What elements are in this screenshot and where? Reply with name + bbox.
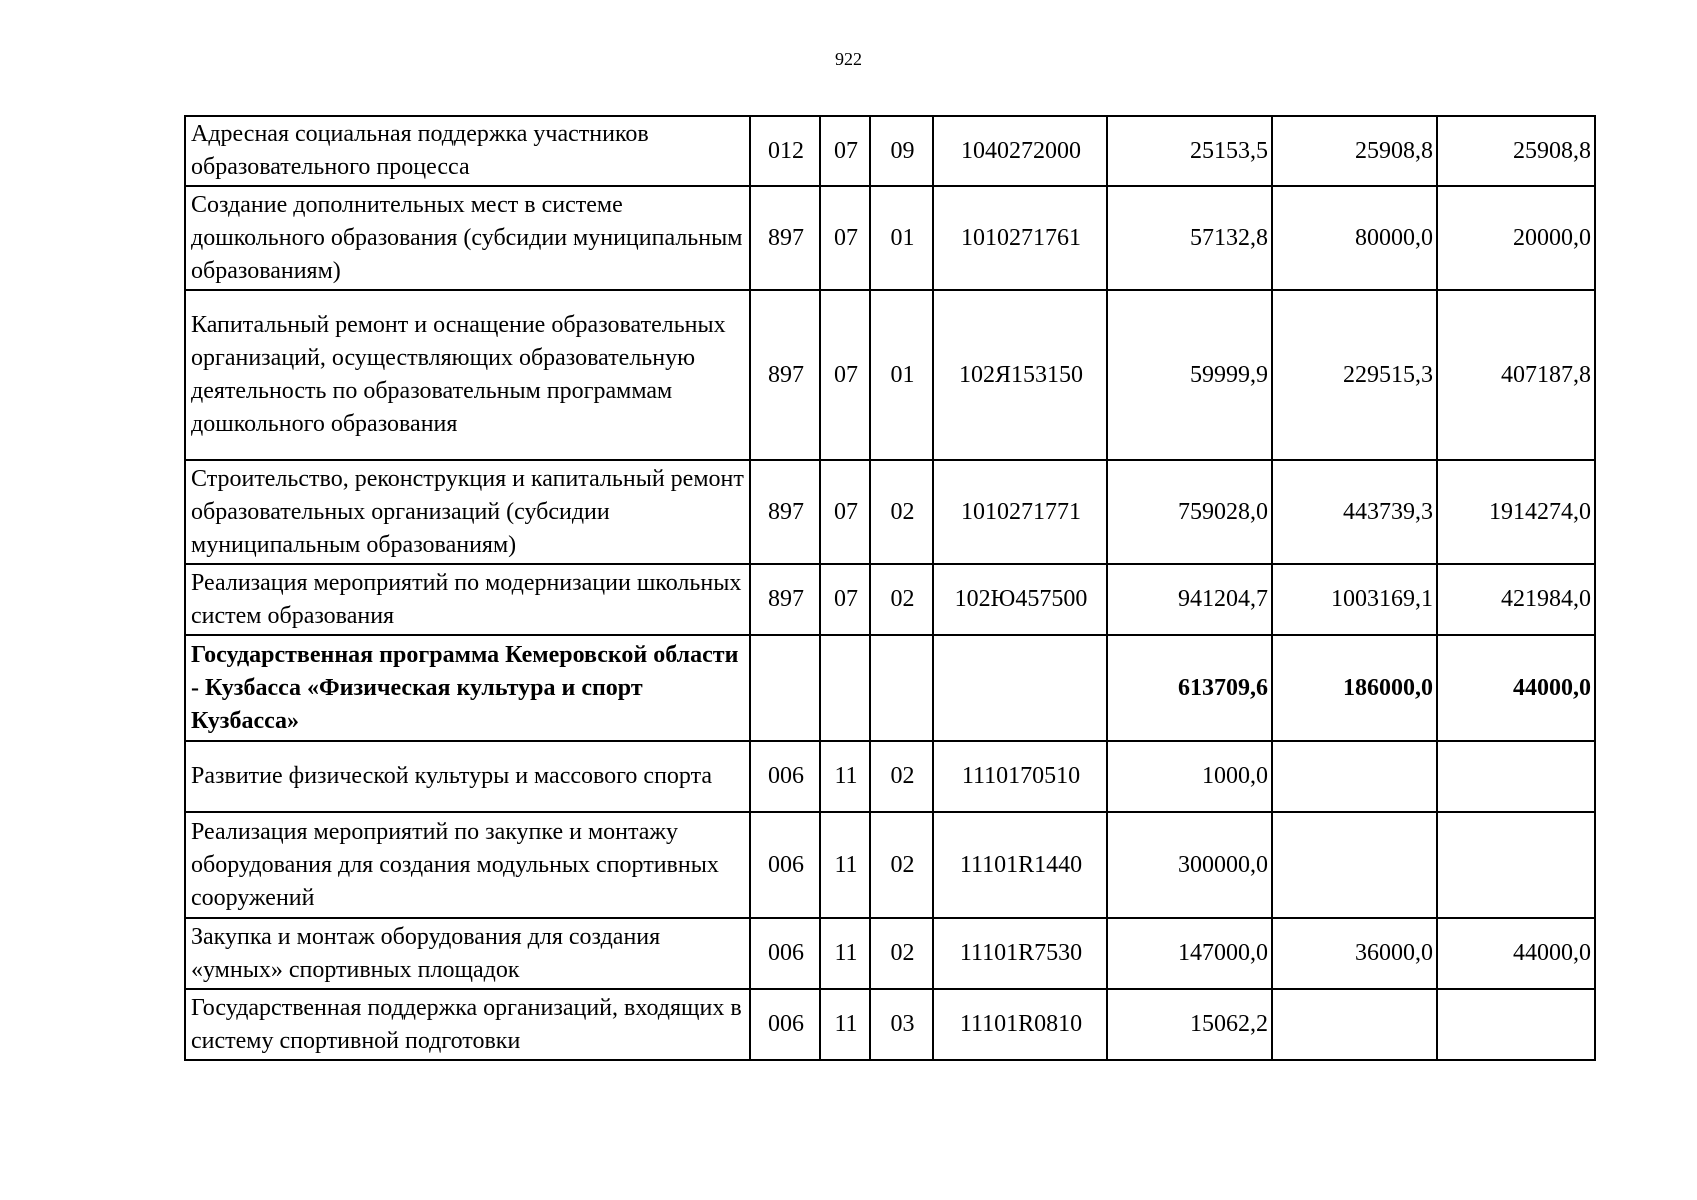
table-row-program-total xyxy=(185,635,1595,741)
row-grbs-code xyxy=(750,635,820,741)
row-amount-year2: 80000,0 xyxy=(1272,186,1437,290)
row-amount-year3: 407187,8 xyxy=(1437,290,1595,460)
row-amount-year3: 44000,0 xyxy=(1437,918,1595,989)
row-target-code xyxy=(933,635,1107,741)
row-amount-year1: 147000,0 xyxy=(1107,918,1272,989)
row-subsection-code: 02 xyxy=(870,812,933,918)
row-name: Государственная поддержка организаций, входящих в систему спортивной подготовки xyxy=(185,989,750,1060)
row-amount-year2: 25908,8 xyxy=(1272,116,1437,186)
row-amount-year3: 44000,0 xyxy=(1437,635,1595,741)
row-name: Создание дополнительных мест в системе дошкольного образования (субсидии муниципальным образованиям) xyxy=(185,186,750,290)
page-number: 922 xyxy=(835,49,862,69)
row-amount-year1: 300000,0 xyxy=(1107,812,1272,918)
row-grbs-code: 897 xyxy=(750,460,820,564)
table-row xyxy=(185,116,1595,186)
table-row xyxy=(185,918,1595,989)
row-target-code: 1040272000 xyxy=(933,116,1107,186)
row-subsection-code: 02 xyxy=(870,460,933,564)
row-target-code: 11101R0810 xyxy=(933,989,1107,1060)
row-grbs-code: 006 xyxy=(750,741,820,812)
row-section-code: 11 xyxy=(820,989,870,1060)
row-amount-year3: 20000,0 xyxy=(1437,186,1595,290)
row-section-code: 07 xyxy=(820,564,870,635)
table-row xyxy=(185,186,1595,290)
row-name: Адресная социальная поддержка участников образовательного процесса xyxy=(185,116,750,186)
row-amount-year1: 15062,2 xyxy=(1107,989,1272,1060)
row-grbs-code: 897 xyxy=(750,186,820,290)
row-target-code: 11101R1440 xyxy=(933,812,1107,918)
row-section-code: 07 xyxy=(820,290,870,460)
row-target-code: 1010271761 xyxy=(933,186,1107,290)
row-target-code: 1010271771 xyxy=(933,460,1107,564)
row-name: Капитальный ремонт и оснащение образовательных организаций, осуществляющих образовательную деятельность по образовательным программам дошкольного образования xyxy=(185,290,750,460)
table-row xyxy=(185,989,1595,1060)
row-section-code: 07 xyxy=(820,116,870,186)
row-name: Государственная программа Кемеровской области - Кузбасса «Физическая культура и спорт Кузбасса» xyxy=(185,635,750,741)
table-row xyxy=(185,741,1595,812)
row-amount-year1: 57132,8 xyxy=(1107,186,1272,290)
row-amount-year2 xyxy=(1272,741,1437,812)
row-amount-year1: 759028,0 xyxy=(1107,460,1272,564)
row-subsection-code: 02 xyxy=(870,741,933,812)
table-row xyxy=(185,564,1595,635)
row-amount-year2: 36000,0 xyxy=(1272,918,1437,989)
row-amount-year3 xyxy=(1437,812,1595,918)
row-name: Развитие физической культуры и массового спорта xyxy=(185,741,750,812)
row-amount-year1: 941204,7 xyxy=(1107,564,1272,635)
row-subsection-code: 01 xyxy=(870,290,933,460)
table-row xyxy=(185,460,1595,564)
row-target-code: 11101R7530 xyxy=(933,918,1107,989)
row-amount-year3: 25908,8 xyxy=(1437,116,1595,186)
table-row xyxy=(185,812,1595,918)
row-amount-year3: 421984,0 xyxy=(1437,564,1595,635)
row-subsection-code: 02 xyxy=(870,918,933,989)
row-amount-year2: 229515,3 xyxy=(1272,290,1437,460)
row-amount-year1: 1000,0 xyxy=(1107,741,1272,812)
row-amount-year1: 613709,6 xyxy=(1107,635,1272,741)
row-grbs-code: 006 xyxy=(750,918,820,989)
row-name: Строительство, реконструкция и капитальный ремонт образовательных организаций (субсидии муниципальным образованиям) xyxy=(185,460,750,564)
row-amount-year1: 59999,9 xyxy=(1107,290,1272,460)
row-section-code: 07 xyxy=(820,460,870,564)
row-grbs-code: 006 xyxy=(750,812,820,918)
table-row xyxy=(185,290,1595,460)
row-target-code: 1110170510 xyxy=(933,741,1107,812)
row-subsection-code: 02 xyxy=(870,564,933,635)
row-amount-year2: 186000,0 xyxy=(1272,635,1437,741)
budget-table xyxy=(184,115,1596,1061)
row-name: Закупка и монтаж оборудования для создания «умных» спортивных площадок xyxy=(185,918,750,989)
row-grbs-code: 012 xyxy=(750,116,820,186)
row-target-code: 102Я153150 xyxy=(933,290,1107,460)
row-section-code xyxy=(820,635,870,741)
row-section-code: 11 xyxy=(820,741,870,812)
row-amount-year3 xyxy=(1437,989,1595,1060)
row-amount-year2 xyxy=(1272,812,1437,918)
row-amount-year3: 1914274,0 xyxy=(1437,460,1595,564)
row-section-code: 11 xyxy=(820,812,870,918)
row-target-code: 102Ю457500 xyxy=(933,564,1107,635)
row-subsection-code: 03 xyxy=(870,989,933,1060)
row-amount-year2: 443739,3 xyxy=(1272,460,1437,564)
row-subsection-code xyxy=(870,635,933,741)
row-subsection-code: 09 xyxy=(870,116,933,186)
row-amount-year1: 25153,5 xyxy=(1107,116,1272,186)
row-amount-year2 xyxy=(1272,989,1437,1060)
row-amount-year3 xyxy=(1437,741,1595,812)
row-section-code: 07 xyxy=(820,186,870,290)
row-grbs-code: 006 xyxy=(750,989,820,1060)
row-amount-year2: 1003169,1 xyxy=(1272,564,1437,635)
row-section-code: 11 xyxy=(820,918,870,989)
row-grbs-code: 897 xyxy=(750,290,820,460)
row-subsection-code: 01 xyxy=(870,186,933,290)
row-grbs-code: 897 xyxy=(750,564,820,635)
row-name: Реализация мероприятий по закупке и монтажу оборудования для создания модульных спортивных сооружений xyxy=(185,812,750,918)
row-name: Реализация мероприятий по модернизации школьных систем образования xyxy=(185,564,750,635)
